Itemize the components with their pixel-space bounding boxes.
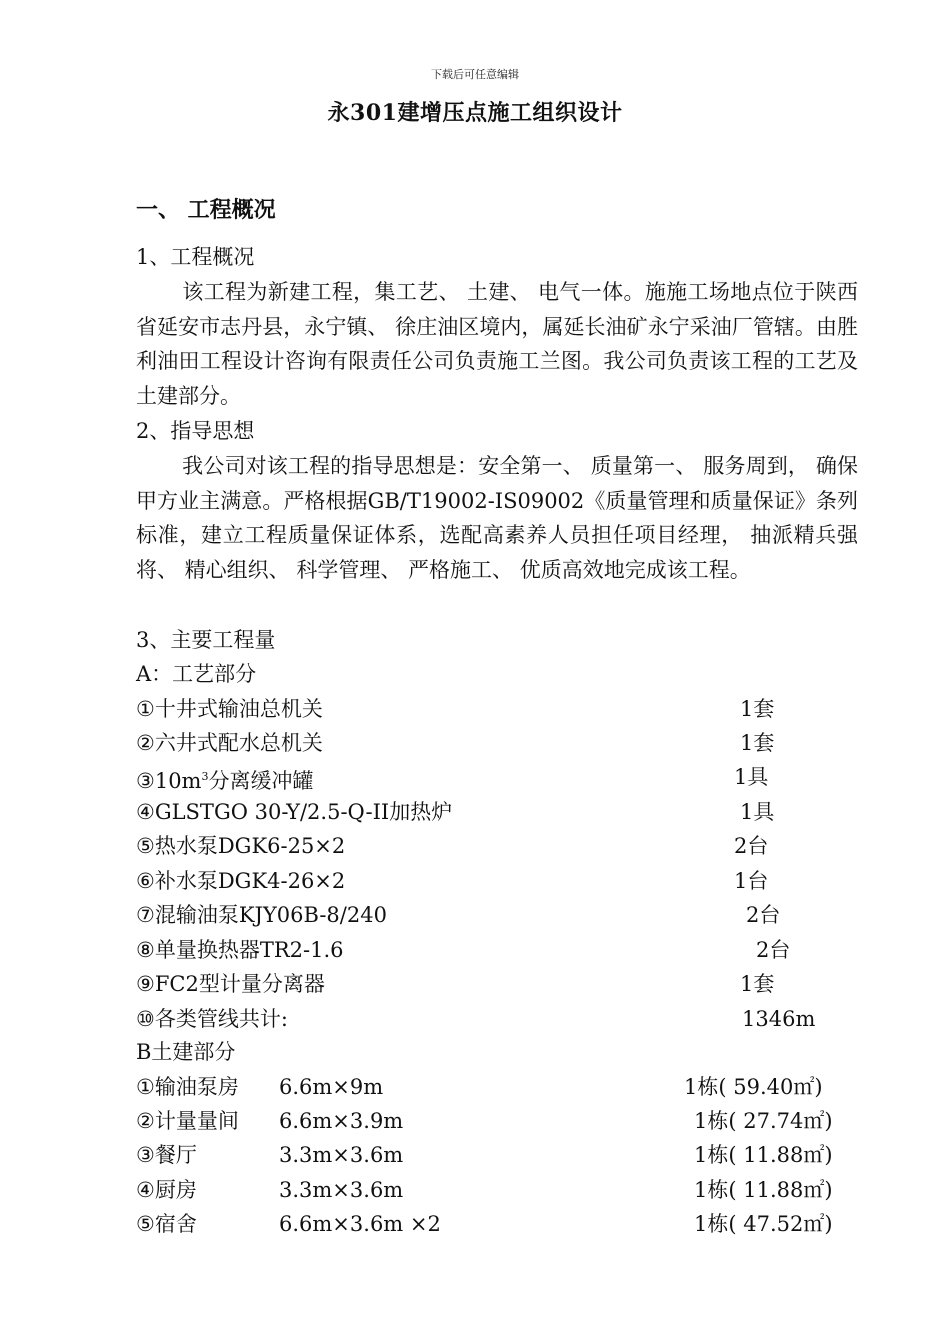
item-number: ④ [136, 800, 155, 824]
superscript: 3 [201, 770, 209, 783]
item-name: 输油泵房 [154, 1075, 239, 1099]
item-number: ⑥ [136, 869, 155, 893]
paragraph-guiding-idea-text: 我公司对该工程的指导思想是：安全第一、 质量第一、 服务周到， 确保甲方业主满意。严格根据GB/T19002-IS09002《质量管理和质量保证》条列标准，建立工程质量保证体系，选配高素养人员担任项目经理， 抽派精兵强将、 精心组织、 科学管理、 严格施工、 优质高效地完成该工程。 [136, 454, 858, 582]
item-number: ② [136, 731, 155, 755]
list-item [136, 1140, 856, 1170]
item-number: ③ [136, 769, 155, 793]
part-b-heading: B土建部分 [136, 1040, 236, 1064]
item-number: ⑤ [136, 834, 155, 858]
list-item [136, 1209, 856, 1239]
item-name: $10m^3$分离缓冲罐 [154, 769, 314, 793]
item-number: ⑦ [136, 903, 155, 927]
item-dimensions: 6.6m×3.6m ×2 [279, 1212, 441, 1236]
list-item [136, 797, 856, 827]
subheading-overview: 1、工程概况 [136, 245, 255, 269]
item-quantity: 1栋( 47.52㎡) [694, 1212, 833, 1236]
item-quantity: 1栋( 11.88㎡) [694, 1178, 833, 1202]
item-name: 各类管线共计: [154, 1007, 288, 1031]
item-dimensions: 6.6m×3.9m [279, 1109, 404, 1133]
list-item [136, 728, 856, 758]
subheading-guiding-idea: 2、指导思想 [136, 419, 255, 443]
item-name: FC2型计量分离器 [154, 972, 325, 996]
item-name: 宿舍 [154, 1212, 197, 1236]
item-quantity: 1套 [740, 972, 775, 996]
list-item [136, 900, 856, 930]
item-quantity: 1栋( 27.74㎡) [694, 1109, 833, 1133]
list-item [136, 969, 856, 999]
item-number: ⑩ [136, 1007, 155, 1031]
list-item [136, 866, 856, 896]
item-name: 厨房 [154, 1178, 197, 1202]
list-item [136, 1106, 856, 1136]
item-quantity: 1具 [734, 765, 769, 789]
item-dimensions: 6.6m×9m [279, 1075, 384, 1099]
subheading-main-quantities: 3、主要工程量 [136, 628, 276, 652]
item-name: 十井式输油总机关 [154, 697, 323, 721]
item-number: ① [136, 1075, 155, 1099]
item-quantity: 1346m [742, 1007, 816, 1031]
item-quantity: 1台 [734, 869, 769, 893]
item-number: ② [136, 1109, 155, 1133]
item-number: ③ [136, 1143, 155, 1167]
item-name: 补水泵DGK4-26×2 [154, 869, 346, 893]
item-quantity: 1栋( 11.88㎡) [694, 1143, 833, 1167]
item-number: ⑤ [136, 1212, 155, 1236]
item-quantity: 1具 [740, 800, 775, 824]
section-heading-overview: 一、 工程概况 [136, 198, 276, 223]
item-quantity: 2台 [734, 834, 769, 858]
item-name: GLSTGO 30-Y/2.5-Q-II加热炉 [154, 800, 453, 824]
list-item [136, 831, 856, 861]
list-item [136, 1072, 856, 1102]
page-title: 永301建增压点施工组织设计 [327, 100, 623, 126]
list-item [136, 762, 856, 792]
list-item [136, 935, 856, 965]
item-name: 六井式配水总机关 [154, 731, 323, 755]
header-note: 下载后可任意编辑 [431, 68, 519, 81]
item-name: 热水泵DGK6-25×2 [154, 834, 346, 858]
item-quantity: 2台 [756, 938, 791, 962]
item-quantity: 1栋( 59.40㎡) [684, 1075, 823, 1099]
paragraph-overview [136, 275, 858, 413]
item-number: ① [136, 697, 155, 721]
list-item [136, 1004, 856, 1034]
list-item [136, 694, 856, 724]
item-quantity: 1套 [740, 697, 775, 721]
paragraph-overview-text: 该工程为新建工程，集工艺、 土建、 电气一体。施施工场地点位于陕西省延安市志丹县，永宁镇、 徐庄油区境内，属延长油矿永宁采油厂管辖。由胜利油田工程设计咨询有限责任公司负责施工兰图。我公司负责该工程的工艺及土建部分。 [136, 280, 858, 408]
item-number: ④ [136, 1178, 155, 1202]
item-number: ⑧ [136, 938, 155, 962]
item-name: 混输油泵KJY06B-8/240 [154, 903, 387, 927]
item-name: 餐厅 [154, 1143, 197, 1167]
item-dimensions: 3.3m×3.6m [279, 1178, 404, 1202]
item-quantity: 2台 [746, 903, 781, 927]
item-dimensions: 3.3m×3.6m [279, 1143, 404, 1167]
item-number: ⑨ [136, 972, 155, 996]
item-name: 计量量间 [154, 1109, 239, 1133]
part-a-heading: A：工艺部分 [136, 662, 257, 686]
paragraph-guiding-idea [136, 449, 858, 587]
item-quantity: 1套 [740, 731, 775, 755]
item-name: 单量换热器TR2-1.6 [154, 938, 344, 962]
list-item [136, 1175, 856, 1205]
